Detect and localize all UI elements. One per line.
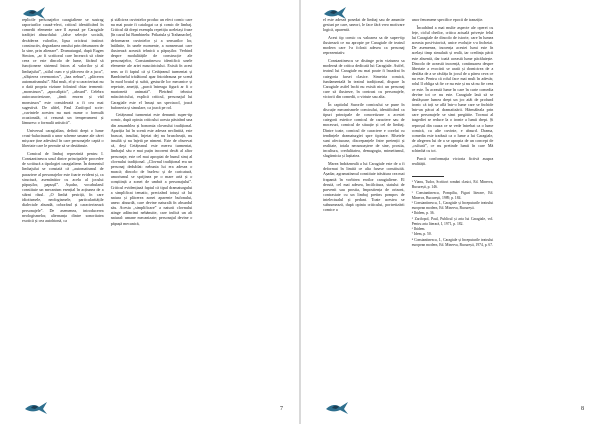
page-number: 7 [280,406,283,412]
paragraph: Constantinescu se distinge prin viziunea sa modernă de critica dedicată lui Caragiale. Astfel, teatrul lui Caragiale nu mai poate fi încadrat în categoria farsei clasice. Simetria comică, fundamentală în teatrul tradițional, dispare la Caragiale astfel încât nu există nici un personaj care să ilustreze, în contrast cu personajele, victorii din comedii, o virtute sau alta. [323,58,405,100]
left-text-columns [22,17,281,398]
footnote: ⁴ Ibidem, p. 36. [411,211,435,216]
left-column-2 [111,17,193,398]
footnote: ¹ Vianu, Tudor, Scriitori români clasici, Ed. Minerva, București, p. 146. [411,180,494,190]
footnote: ³ Constantinescu, I., Caragiale și începuturile teatrului european modern, Ed. Minerva, București. [411,201,494,210]
paragraph: unor fenomene specifice epocii de tranziție. [411,17,484,22]
footnote: ⁸ Constantinescu, I., Caragiale și începuturile teatrului european modern, Ed. Minerva, București, 1974, p. 67. [411,237,494,247]
right-column-1 [323,17,405,398]
right-text-columns [323,17,582,398]
right-page [301,0,600,424]
right-column-3 [500,17,582,398]
paragraph: Încadrând a mai multe aspecte ale operei cu fețe, ciclul cheilor, critica actuală privește felul lui Caragiale de dincolo de istorie, care în lumea aceasta post-istorică, unice evoluție s-a încheiat. De asemenea, inocența acestei lumi este în același timp simulată și reală, iar credința păcii este absentă, dar toată această lume păcăluiește. Dincolo de această inocență, continuarea despre libertate a evocării se arată și dornicirea de a desfăta de a se răsfăța în jocul de a părea ceva ce nu este. Pentru că rolul face mai mult în adevăr, rolul îl obliga să fie ce nu este și nu să nu fie ceea ce este. În această lume în care în carte comedia devine tot ce nu este. Caragiale lasă să se desfășoare lumea drept un joc atât de profund ironic că toți se află într-o lume care se închide într-un păcat al dramatizării. Hărmăleala prin care personajele se simt pregătite. Tocmai al tragediei se reduce la o ironie a lumii drept. Și reproșul din cauza ce se vede întrebat ca o lume comică, cu alte cuvinte, e absurd. Drama, comedia este tradusă ca o lume a lui Caragiale, de alegerea lui de a se apropia de un concept de „cultură”, ce nu pretinde lumii în care Mă schimbă cu tot. [411,24,494,154]
footnote: ⁶ Ibidem. [411,227,426,232]
paragraph: Cetățeanul turmentat este denumit super-tip comic, după opinia criticului acesta păstrând una din ansamblea și bonomia clovnului tradițional. Apariția lui în scenă este adesea neclintită, este brascat, insultat, înjetat dej nu bruscheață, nu insultă și nu înjetă pe nimeni. Este de observat că, deși Cetățeanul este mereu turmentat, limbajul său e mai puțin incorent decât al altor personaje, este cel mai apropiat de bunul simț al clovnului tradițional. „Clovnul tradițional era un personaj dedublat: nebunia lui era adesea o mască; dincolo de burlesc și de caricatură, umorismul se sprijinea pe o mare artă și o conștiință a zonei de umbră a personajului”. Criticul evidențiază faptul că tipul dramaturgului a simplificat tematic, precizând totuși că lui natura și plăcerea zonei aparente bufonului, unesc absurdă, care devine naturală în absurdul său. Acesta „simplificare” a naturii clovnului atinge adâncimi nebănuite, care indică un alt natural: umane mecanizate; personajul devine o păpușă mecanică, [110,112,193,226]
paragraph: În capitolul Surorile comicului se pune în discuție mecanismele comicului, identificând ca tipuri principale de concretizare a acestei categorii estetice comicul de caractere sau de moravuri, comicul de situație și cel de limbaj. Dintre toate, comicul de caractere e corelat cu tendințele dramaturgiei spre tipizare. Rîsetele sunt afectuoase, discrepanțele între pretenții și realitate, totala necunoaștere de sine, prostia, incultura, credulitatea, demagogia, mimetismul, slugărnicia și lașitatea. [323,101,405,159]
footnote: ⁵ Zarifopol, Paul, Publicul și arta lui Caragiale, vol. Pentru arta literară, I, 1971, p. 182. [411,216,494,226]
swallow-bird-icon [24,400,48,416]
footnotes [412,180,494,247]
paragraph: Parcă conformația victoria fictivă asupra realității. [411,156,494,167]
paragraph: el este adesea posedat de limbaj sau de anumite gesturi pe care, uneori, le face fără vreo motivare logică, aparentă. [323,17,405,33]
footnote: ⁷ Idem, p. 50. [411,232,432,237]
paragraph: Marea îndrăzneală a lui Caragiale este de a fi deformat în limită ce alta fusese constituită. Așadar, agramatismul constituie trăsătura cea mai frapantă în vorbirea eroilor caragialiene. El derută, cel mai adesea, încâlcitura, statului de parvenit sau prostia, împostiența de orizont, contrastate cu un limbaj pretins pompos de intelectualul și pedant. Toate acestea se subsumează, după opinia criticului, portretizării comice a [323,161,405,213]
paragraph: replicile personajelor caragialiene se sustrag raporturilor cauză-efect, criticul identificând în comedii elemente care îl așează pe Caragiale tradiției absurdului: „false selecție socială, decăderea valorilor, lipsa oricărui instinct constructiv, degradarea omului prin detumarea de la sine, prin alienare”. Dramaturgul, după Eugen Simion, „ar fi scriitorul care încearcă să cânte ceea ce este dincolo de lume, făcând să funcționeze sistemul întors al valorilor și al limbajului”, „stilul cum e și plăcerea de a juca”, „sfâșierea ceremonios”, „haz nebun”, „plăcerea automatismului”. Mai mult, el și-a caracterizat nu o dată propria viziune folosind chiar termenii: „monstruos”, „apocaliptic”, „absurd”. Celebra autocaracterizare, „timit enorm și văd monstruos” este considerată a fi cea mai sugestivă. De altfel, Paul Zarifopol scrie: „cuvintele acestea nu sunt nume o formulă ocazională, ci rezumă un temperament și lămuresc o formulă artistică”. [22,17,104,126]
left-column-1 [22,17,104,398]
paragraph: și stâlcirea cuvintelor produc un efect comic care nu mai poate fi catalogat ca și comic de limbaj. Criticul dă drept exemplu repetiția aceleiași fraze [în cazul lui Bambinelu: Prikatula și Trahanache], deformarea cuvintelor și a sensurilor lor, întâlnite, în unele momente, a nonsensuri care ilustrează această tehnică a păpușilor. Verbind despre modalitățile de construcție ale personajelor, Constantinescu identifică unele elemente ale artei mascăriciului. Există în acest sens ar fi faptul că și Cetățeanul turmentat și Bambinelul trădătorul apar întotdeauna pe scenă în mod brutal și subit, gesturile lor mecanice și repetate, amețiți, „parcă întreaga figură ar fi o marionetă animată”. Pletrând tehnica măscăriciului, explică criticul, personajul lui Caragiale este el însuși un spectacol, joacă bufoneria și simulare, ca joacă pe rol. [110,17,193,110]
footnote-divider [412,176,445,177]
paragraph: Acest tip comic cu valoarea sa de super-tip ilustrează ce nu apropie pe Caragiale de teatrul modern care l-a folosit adesea ca personaj reprezentativ. [323,34,405,56]
swallow-bird-icon [325,400,349,416]
left-column-3 [199,17,281,398]
paragraph: Comicul de limbaj reprezintă pentru I. Constantinescu unul dintre principalele procedee de scriitură a tipologiei caragialiene. În domeniul limbajului se constată că „automatismul de paraziere al personajelor este foarte evident și, ca structură, asemănător cu acela al jocului păpușilor, papușil”. Așadar, vocabularul constituie un mecanism esențial în acțiunea de a stârni râsul. „O limbă pestriță, în care idiotismele, neologismele, particularitățile dialectale abundă, coborând și caracterizează personajele”. De asemenea, introducerea neologismelor, alternanța dintre sonoritatea exotică și cea autohtonă, ca [22,150,104,223]
page-number: 8 [581,406,584,412]
paragraph: Universul caragialian, definit drept o lume cvasi-halucinantă a unor scheme umane ale cărei mișcare ține adevărul în care personajele captă o libertate care le permite să se destăinuie. [22,127,104,149]
footnote: ² Constantinescu, Pompiliu, Figuri literare, Ed. Minerva, București, 1989, p. 184. [411,190,494,200]
left-page [0,0,299,424]
right-column-2 [412,17,494,398]
